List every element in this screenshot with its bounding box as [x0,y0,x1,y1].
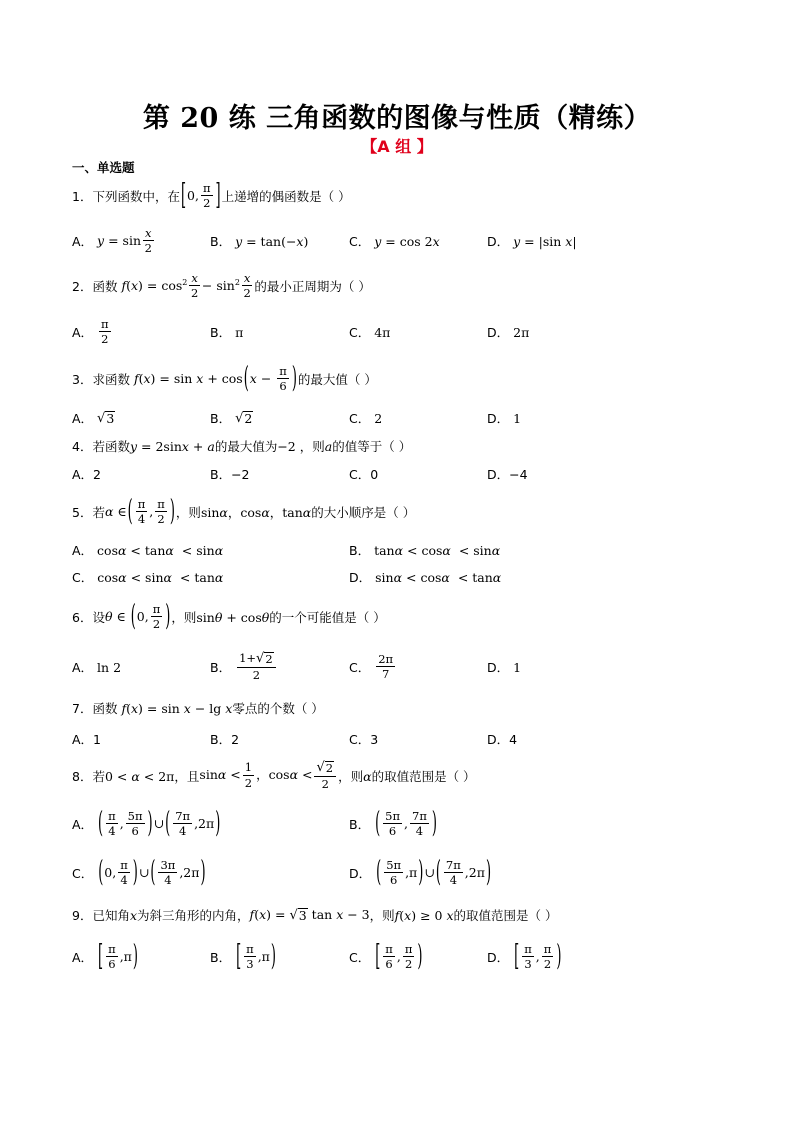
q3-option-a[interactable]: A． √ 3 [72,410,115,426]
q8-option-b[interactable]: B． ( $\frac{5\pi}{6}$ , $\frac{7\pi}{4}$ ) [349,807,437,841]
q5-option-d[interactable]: D． sinα < cosα < tanα [349,569,502,585]
section-heading: 一、单选题 [72,160,135,175]
q6-option-a[interactable]: A． ln 2 [72,659,122,675]
q1-option-c[interactable]: C． y = cos 2x [349,233,440,249]
q3-option-d[interactable]: D． 1 [487,410,522,426]
q8-option-a[interactable]: A． ( $\frac{\pi}{4}$ , $\frac{5\pi}{6}$ )∪( $\frac{7\pi}{4}$ ,2π) [72,807,221,841]
group-label: 【A 组 】 [361,137,433,156]
question-3: 3． 求函数 f(x) = sin x + cos(x − $\frac{\pi}{6}$ ) 的最大值（ ） [72,362,377,396]
q6-option-b[interactable]: B． 1+ √ 2 2 [210,650,278,684]
q8-option-c[interactable]: C． (0, $\frac{\pi}{4}$ )∪( $\frac{3\pi}{4}$ ,2π) [72,856,206,890]
q7-option-a[interactable]: A．1 [72,732,102,747]
q5-option-a[interactable]: A． cosα < tanα < sinα [72,542,224,558]
q3-option-b[interactable]: B． √ 2 [210,410,253,426]
q9-option-a[interactable]: A． [ $\frac{\pi}{6}$ ,π) [72,940,138,974]
question-6: 6． 设 θ ∈ (0, $\frac{\pi}{2}$ ) ，则 sinθ + cosθ 的一个可能值是（ ） [72,600,386,634]
q8-option-d[interactable]: D． ( $\frac{5\pi}{6}$ ,π)∪( $\frac{7\pi}{4}$ ,2π) [349,856,492,890]
q4-option-c[interactable]: C．0 [349,467,379,482]
q2-option-b[interactable]: B． π [210,324,244,340]
q1-option-a[interactable]: A． y = sin $\frac{x}{2}$ [72,225,152,255]
q4-option-a[interactable]: A．2 [72,467,102,482]
q9-option-d[interactable]: D． [ $\frac{\pi}{3}$ , $\frac{\pi}{2}$ ) [487,940,562,974]
question-4: 4． 若函数 y = 2sinx + a 的最大值为 −2 ，则 a 的值等于（ ） [72,438,412,454]
q6-option-c[interactable]: C． $\frac{2\pi}{7}$ [349,651,394,681]
q9-option-c[interactable]: C． [ $\frac{\pi}{6}$ , $\frac{\pi}{2}$ ) [349,940,423,974]
q9-option-b[interactable]: B． [ $\frac{\pi}{3}$ ,π) [210,940,276,974]
q2-option-c[interactable]: C． 4π [349,324,391,340]
q2-option-a[interactable]: A． $\frac{\pi}{2}$ [72,316,109,346]
q2-option-d[interactable]: D． 2π [487,324,530,340]
q1-option-d[interactable]: D． y = |sin x| [487,233,577,249]
question-9: 9． 已知角 x 为斜三角形的内角， f(x) = √ 3 tan x − 3 ，则 f(x) ≥ 0 x 的取值范围是（ ） [72,907,558,923]
q7-option-d[interactable]: D．4 [487,732,518,747]
q6-option-d[interactable]: D． 1 [487,659,522,675]
question-7: 7． 函数 f(x) = sin x − lg x 零点的个数（ ） [72,700,324,716]
q7-option-b[interactable]: B．2 [210,732,240,747]
page-title: 第 20 练 三角函数的图像与性质（精练） [142,103,652,134]
q4-option-b[interactable]: B．−2 [210,467,250,482]
q3-option-c[interactable]: C． 2 [349,410,383,426]
question-1: 1． 下列函数中，在 [0, $\frac{\pi}{2}$ ] 上递增的偶函数是（ ） [72,179,351,213]
q4-option-d[interactable]: D．−4 [487,467,528,482]
question-2: 2． 函数 $f(x) = \cos^2$ $\frac{x}{2}$ − $\sin^2$ $\frac{x}{2}$ 的最小正周期为（ ） [72,270,371,300]
q1-option-b[interactable]: B． y = tan(−x) [210,233,309,249]
q5-option-b[interactable]: B． tanα < cosα < sinα [349,542,501,558]
q7-option-c[interactable]: C．3 [349,732,379,747]
q5-option-c[interactable]: C． cosα < sinα < tanα [72,569,224,585]
question-5: 5． 若 α ∈( $\frac{\pi}{4}$ , $\frac{\pi}{2}$ ) ，则 sinα，cosα，tanα 的大小顺序是（ ） [72,495,416,529]
question-8: 8． 若 0 < α < 2π ，且 sinα < $\frac{1}{2}$ ，cosα < √ 2 2 ，则 α 的取值范围是（ ） [72,760,476,792]
